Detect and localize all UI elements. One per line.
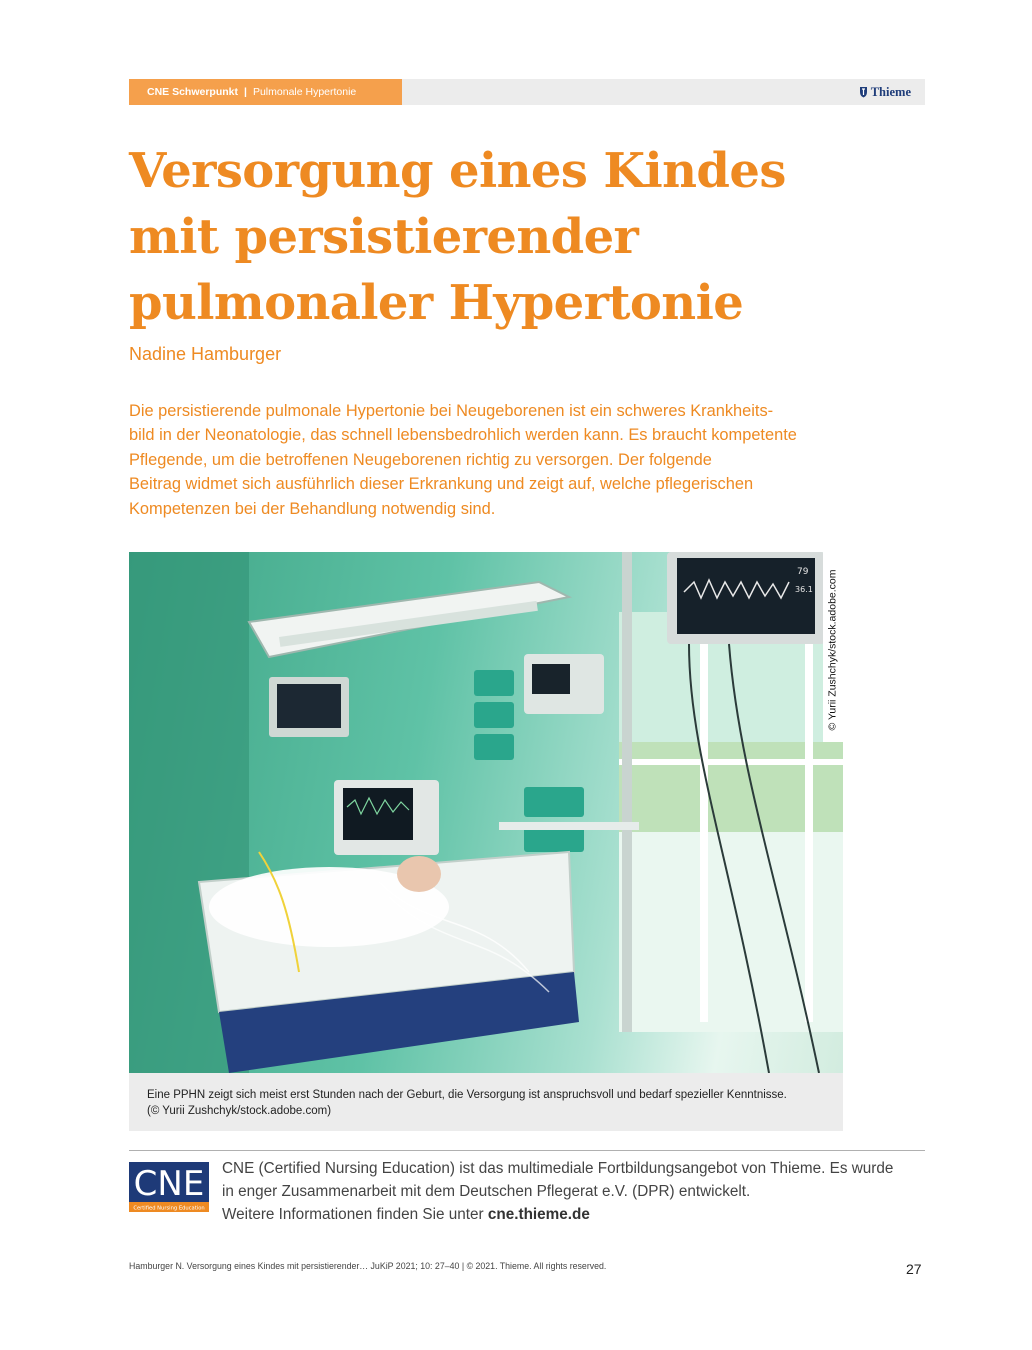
photo-credit-text: © Yurii Zushchyk/stock.adobe.com <box>827 569 840 731</box>
cne-logo-subtext: Certified Nursing Education <box>133 1205 205 1212</box>
monitor-value: 36.1 <box>795 585 813 594</box>
article-title <box>129 138 889 336</box>
cne-logo-text: CNE <box>133 1164 205 1204</box>
nicu-illustration <box>129 552 843 1073</box>
thieme-crest-icon <box>859 86 868 98</box>
section-separator: | <box>244 86 247 98</box>
monitor-value: 79 <box>797 567 809 577</box>
page-number: 27 <box>906 1261 922 1277</box>
thieme-logo <box>859 79 911 105</box>
author-name: Nadine Hamburger <box>129 344 282 364</box>
abstract-line: Kompetenzen bei der Behandlung notwendig sind. <box>129 499 496 518</box>
baby <box>397 856 441 892</box>
divider <box>129 1150 925 1151</box>
nicu-photo <box>129 552 843 1073</box>
citation-footer: Hamburger N. Versorgung eines Kindes mit persistierender… JuKiP 2021; 10: 27–40 | © 2021. Thieme. All rights reserved. <box>129 1261 607 1271</box>
caption-line: (© Yurii Zushchyk/stock.adobe.com) <box>147 1104 332 1117</box>
brand-name: Thieme <box>870 84 911 99</box>
abstract-line: Beitrag widmet sich ausführlich dieser Erkrankung und zeigt auf, welche pflegerischen <box>129 475 754 494</box>
abstract-line: Pflegende, um die betroffenen Neugeborenen richtig zu versorgen. Der folgende <box>129 450 712 469</box>
title-line: Versorgung eines Kindes <box>129 143 786 199</box>
cne-logo <box>129 1162 209 1212</box>
section-label: CNE Schwerpunkt <box>147 86 239 98</box>
figure-caption <box>129 1073 843 1131</box>
photo-credit <box>824 560 842 740</box>
cne-info-line: CNE (Certified Nursing Education) ist das multimediale Fortbildungsangebot von Thieme. Es wurde <box>222 1160 894 1177</box>
abstract-line: bild in der Neonatologie, das schnell lebensbedrohlich werden kann. Es braucht kompetente <box>129 426 797 445</box>
cne-info-line: in enger Zusammenarbeit mit dem Deutschen Pflegerat e.V. (DPR) entwickelt. <box>222 1183 751 1200</box>
title-line: mit persistierender <box>129 209 639 265</box>
running-header <box>129 79 925 105</box>
cne-info-line: Weitere Informationen finden Sie unter <box>222 1206 488 1223</box>
section-topic: Pulmonale Hypertonie <box>252 86 357 98</box>
section-tag <box>129 79 402 105</box>
title-line: pulmonaler Hypertonie <box>129 275 744 331</box>
cne-info <box>222 1157 927 1226</box>
cne-link[interactable]: cne.thieme.de <box>487 1206 590 1223</box>
abstract-line: Die persistierende pulmonale Hypertonie bei Neugeborenen ist ein schweres Krankheits- <box>129 402 774 420</box>
iv-pole <box>622 552 632 1032</box>
caption-line: Eine PPHN zeigt sich meist erst Stunden nach der Geburt, die Versorgung ist anspruchsvoll und bedarf spezieller Kenntnisse. <box>147 1089 787 1101</box>
abstract <box>129 399 869 521</box>
